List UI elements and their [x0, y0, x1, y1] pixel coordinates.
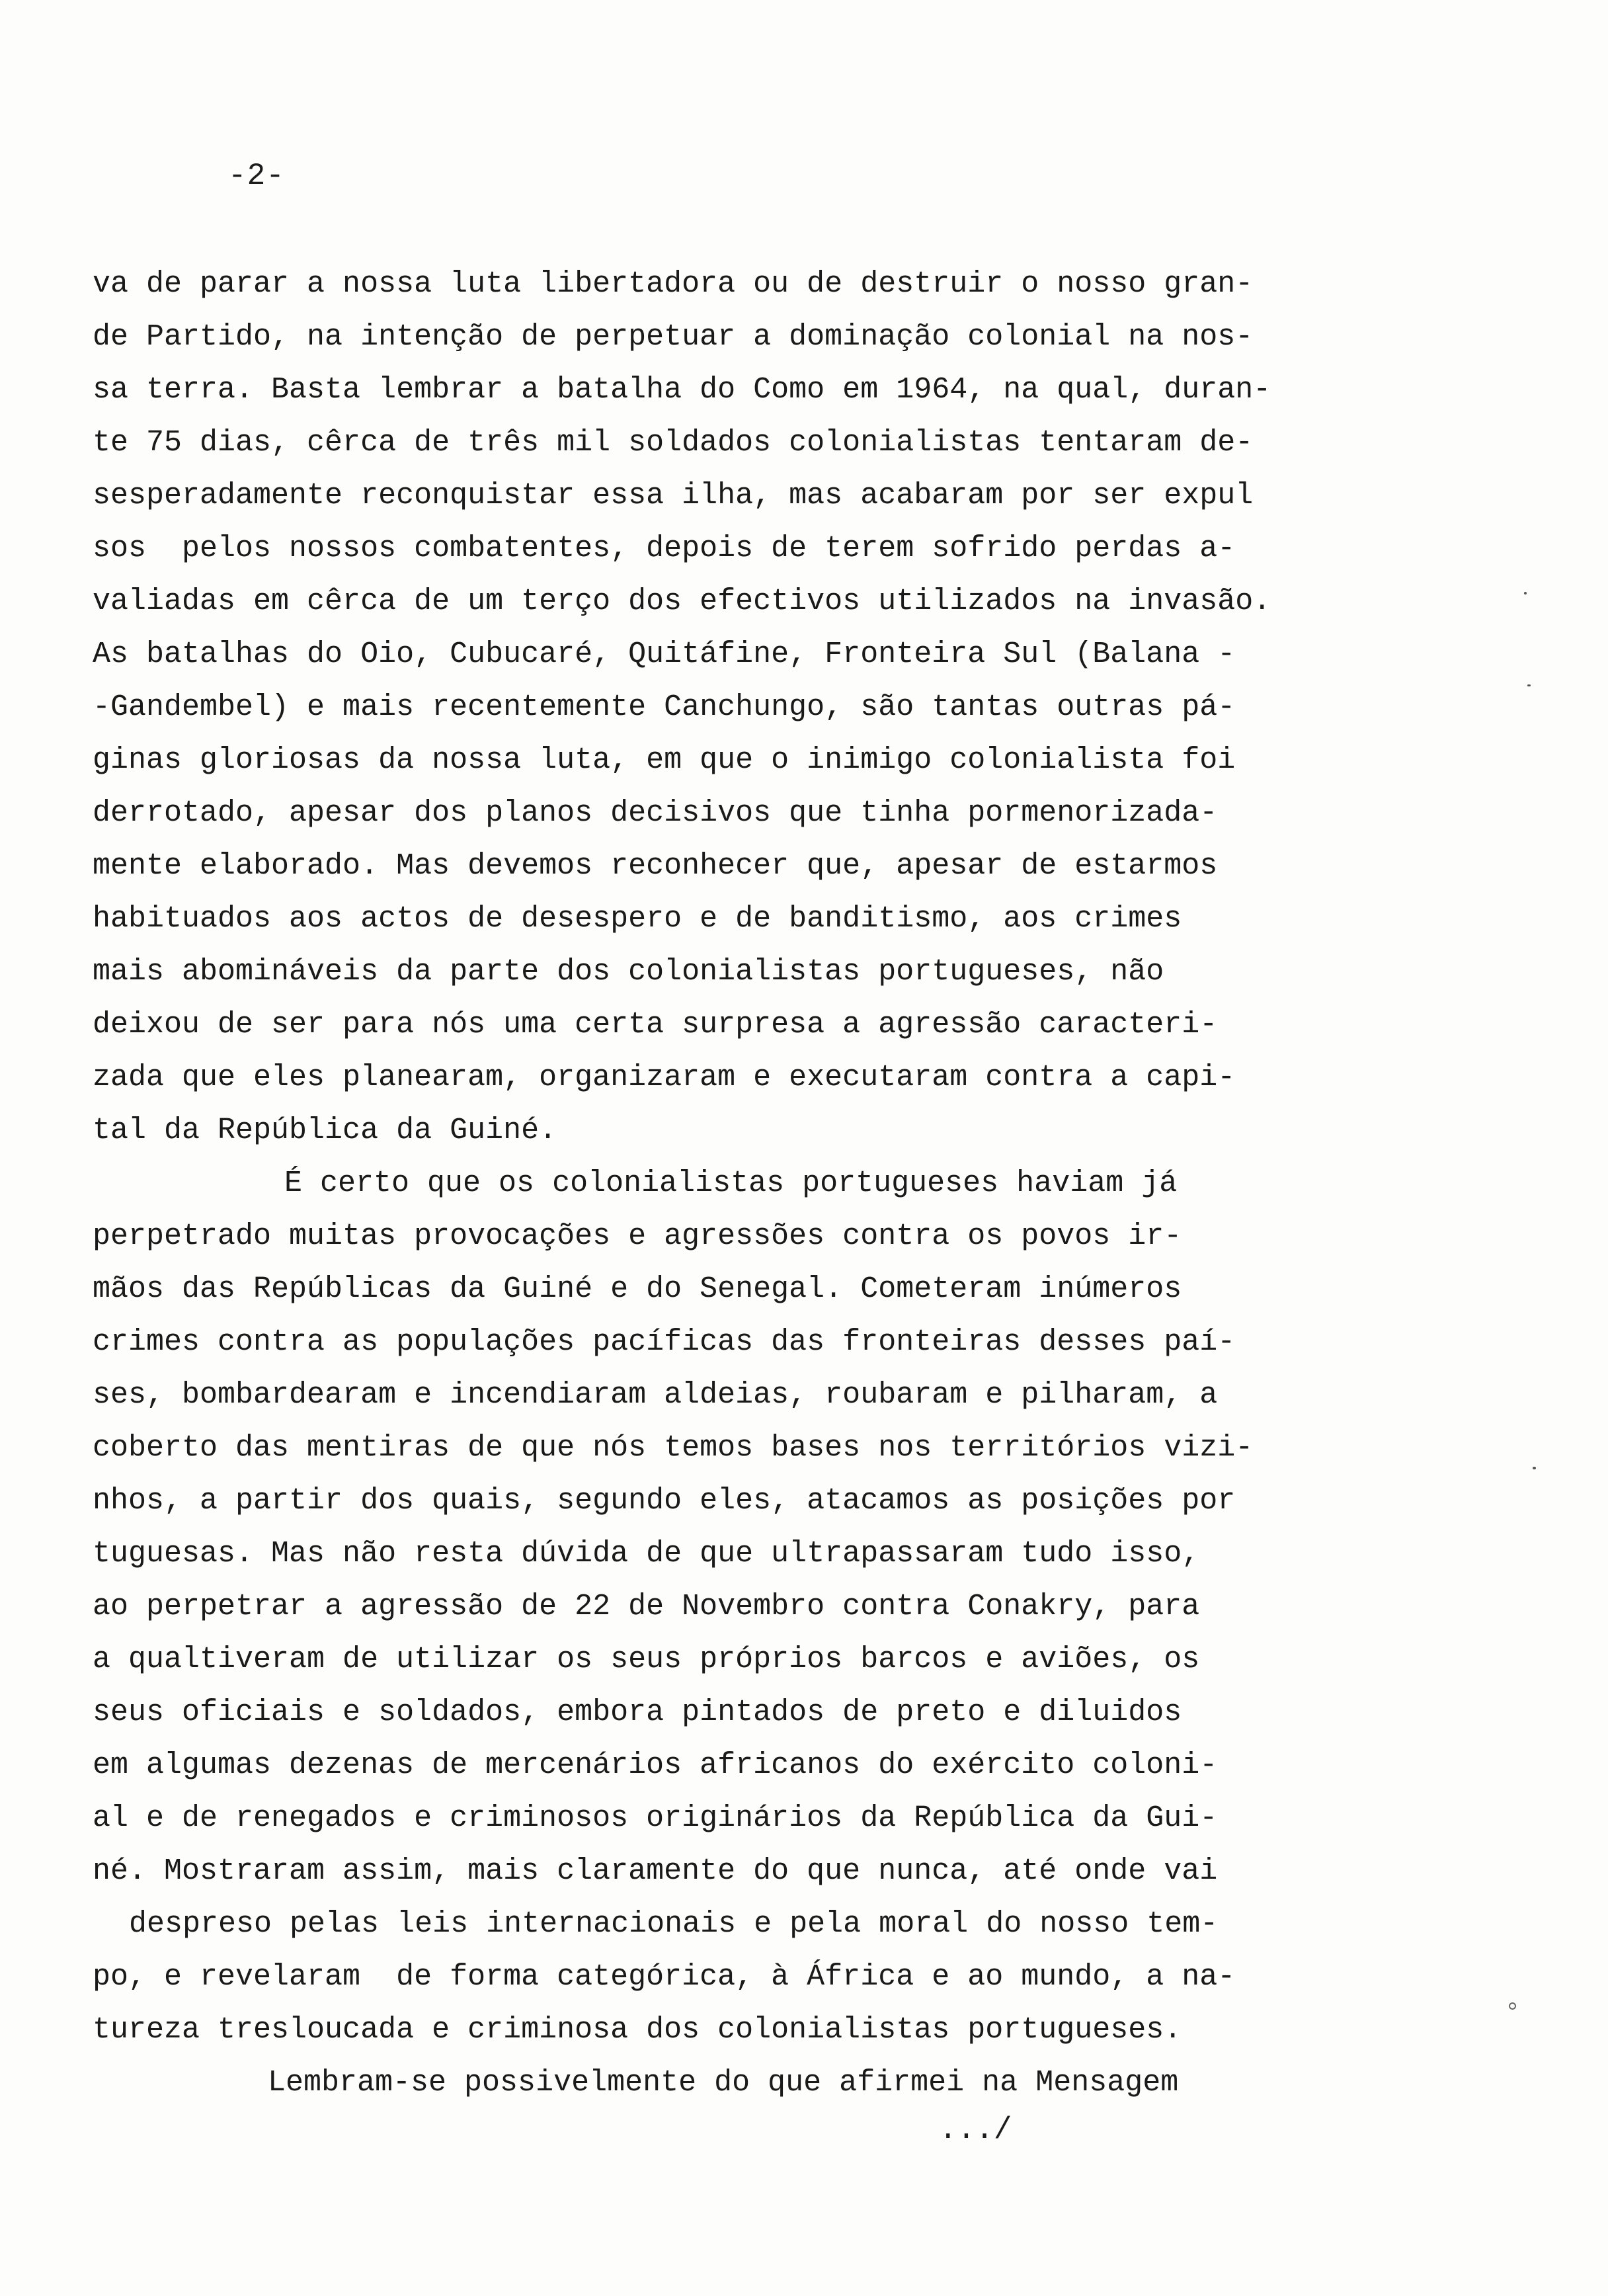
page-number: -2- — [228, 159, 285, 193]
text-line: perpetrado muitas provocações e agressões contra os povos ir- — [93, 1219, 1182, 1253]
text-line: ao perpetrar a agressão de 22 de Novembro contra Conakry, para — [93, 1590, 1200, 1623]
text-line: mais abomináveis da parte dos colonialistas portugueses, não — [93, 955, 1164, 989]
text-line: deixou de ser para nós uma certa surpresa a agressão caracteri- — [93, 1008, 1218, 1042]
text-line: crimes contra as populações pacíficas das fronteiras desses paí- — [93, 1325, 1236, 1359]
scan-speck — [1524, 592, 1527, 594]
text-line: sa terra. Basta lembrar a batalha do Como em 1964, na qual, duran- — [93, 373, 1271, 407]
text-line: sos pelos nossos combatentes, depois de terem sofrido perdas a- — [93, 532, 1236, 565]
text-line: -Gandembel) e mais recentemente Canchungo, são tantas outras pá- — [93, 690, 1236, 724]
text-line: seus oficiais e soldados, embora pintados de preto e diluidos — [93, 1696, 1182, 1729]
text-line: po, e revelaram de forma categórica, à África e ao mundo, a na- — [93, 1960, 1236, 1994]
text-line: zada que eles planearam, organizaram e executaram contra a capi- — [93, 1061, 1236, 1094]
text-line: tuguesas. Mas não resta dúvida de que ultrapassaram tudo isso, — [93, 1537, 1200, 1571]
text-line: coberto das mentiras de que nós temos bases nos territórios vizi- — [93, 1431, 1254, 1465]
text-line: va de parar a nossa luta libertadora ou de destruir o nosso gran- — [93, 267, 1254, 301]
text-line: nhos, a partir dos quais, segundo eles, atacamos as posições por — [93, 1484, 1236, 1518]
text-line: mãos das Repúblicas da Guiné e do Senegal. Cometeram inúmeros — [93, 1272, 1182, 1306]
text-line: mente elaborado. Mas devemos reconhecer que, apesar de estarmos — [93, 849, 1218, 883]
text-line: al e de renegados e criminosos originários da República da Gui- — [93, 1801, 1218, 1835]
text-line: habituados aos actos de desespero e de banditismo, aos crimes — [93, 902, 1182, 936]
scan-speck — [1527, 684, 1531, 686]
scan-speck — [1509, 2002, 1516, 2010]
text-line: tureza tresloucada e criminosa dos colonialistas portugueses. — [93, 2013, 1182, 2047]
text-line: derrotado, apesar dos planos decisivos que tinha pormenorizada- — [93, 796, 1218, 830]
text-line: ses, bombardearam e incendiaram aldeias, roubaram e pilharam, a — [93, 1378, 1218, 1412]
text-line: Lembram-se possivelmente do que afirmei na Mensagem — [268, 2066, 1179, 2100]
text-line: tal da República da Guiné. — [93, 1114, 557, 1147]
text-line: As batalhas do Oio, Cubucaré, Quitáfine, Fronteira Sul (Balana - — [93, 637, 1236, 671]
text-line: valiadas em cêrca de um terço dos efectivos utilizados na invasão. — [93, 585, 1271, 618]
text-line: de Partido, na intenção de perpetuar a dominação colonial na nos- — [93, 320, 1254, 354]
document-body — [93, 258, 1488, 2110]
scan-speck — [1533, 1467, 1536, 1469]
text-line: a qualtiveram de utilizar os seus próprios barcos e aviões, os — [93, 1643, 1200, 1676]
text-line: É certo que os colonialistas portugueses haviam já — [284, 1167, 1178, 1200]
text-line: ginas gloriosas da nossa luta, em que o inimigo colonialista foi — [93, 743, 1236, 777]
text-line: te 75 dias, cêrca de três mil soldados colonialistas tentaram de- — [93, 426, 1254, 460]
text-line: né. Mostraram assim, mais claramente do que nunca, até onde vai — [93, 1854, 1218, 1888]
text-line: despreso pelas leis internacionais e pela moral do nosso tem- — [129, 1907, 1219, 1941]
text-line: em algumas dezenas de mercenários africanos do exército coloni- — [93, 1748, 1218, 1782]
text-line: sesperadamente reconquistar essa ilha, mas acabaram por ser expul — [93, 479, 1254, 512]
continuation-mark: .../ — [939, 2113, 1012, 2147]
